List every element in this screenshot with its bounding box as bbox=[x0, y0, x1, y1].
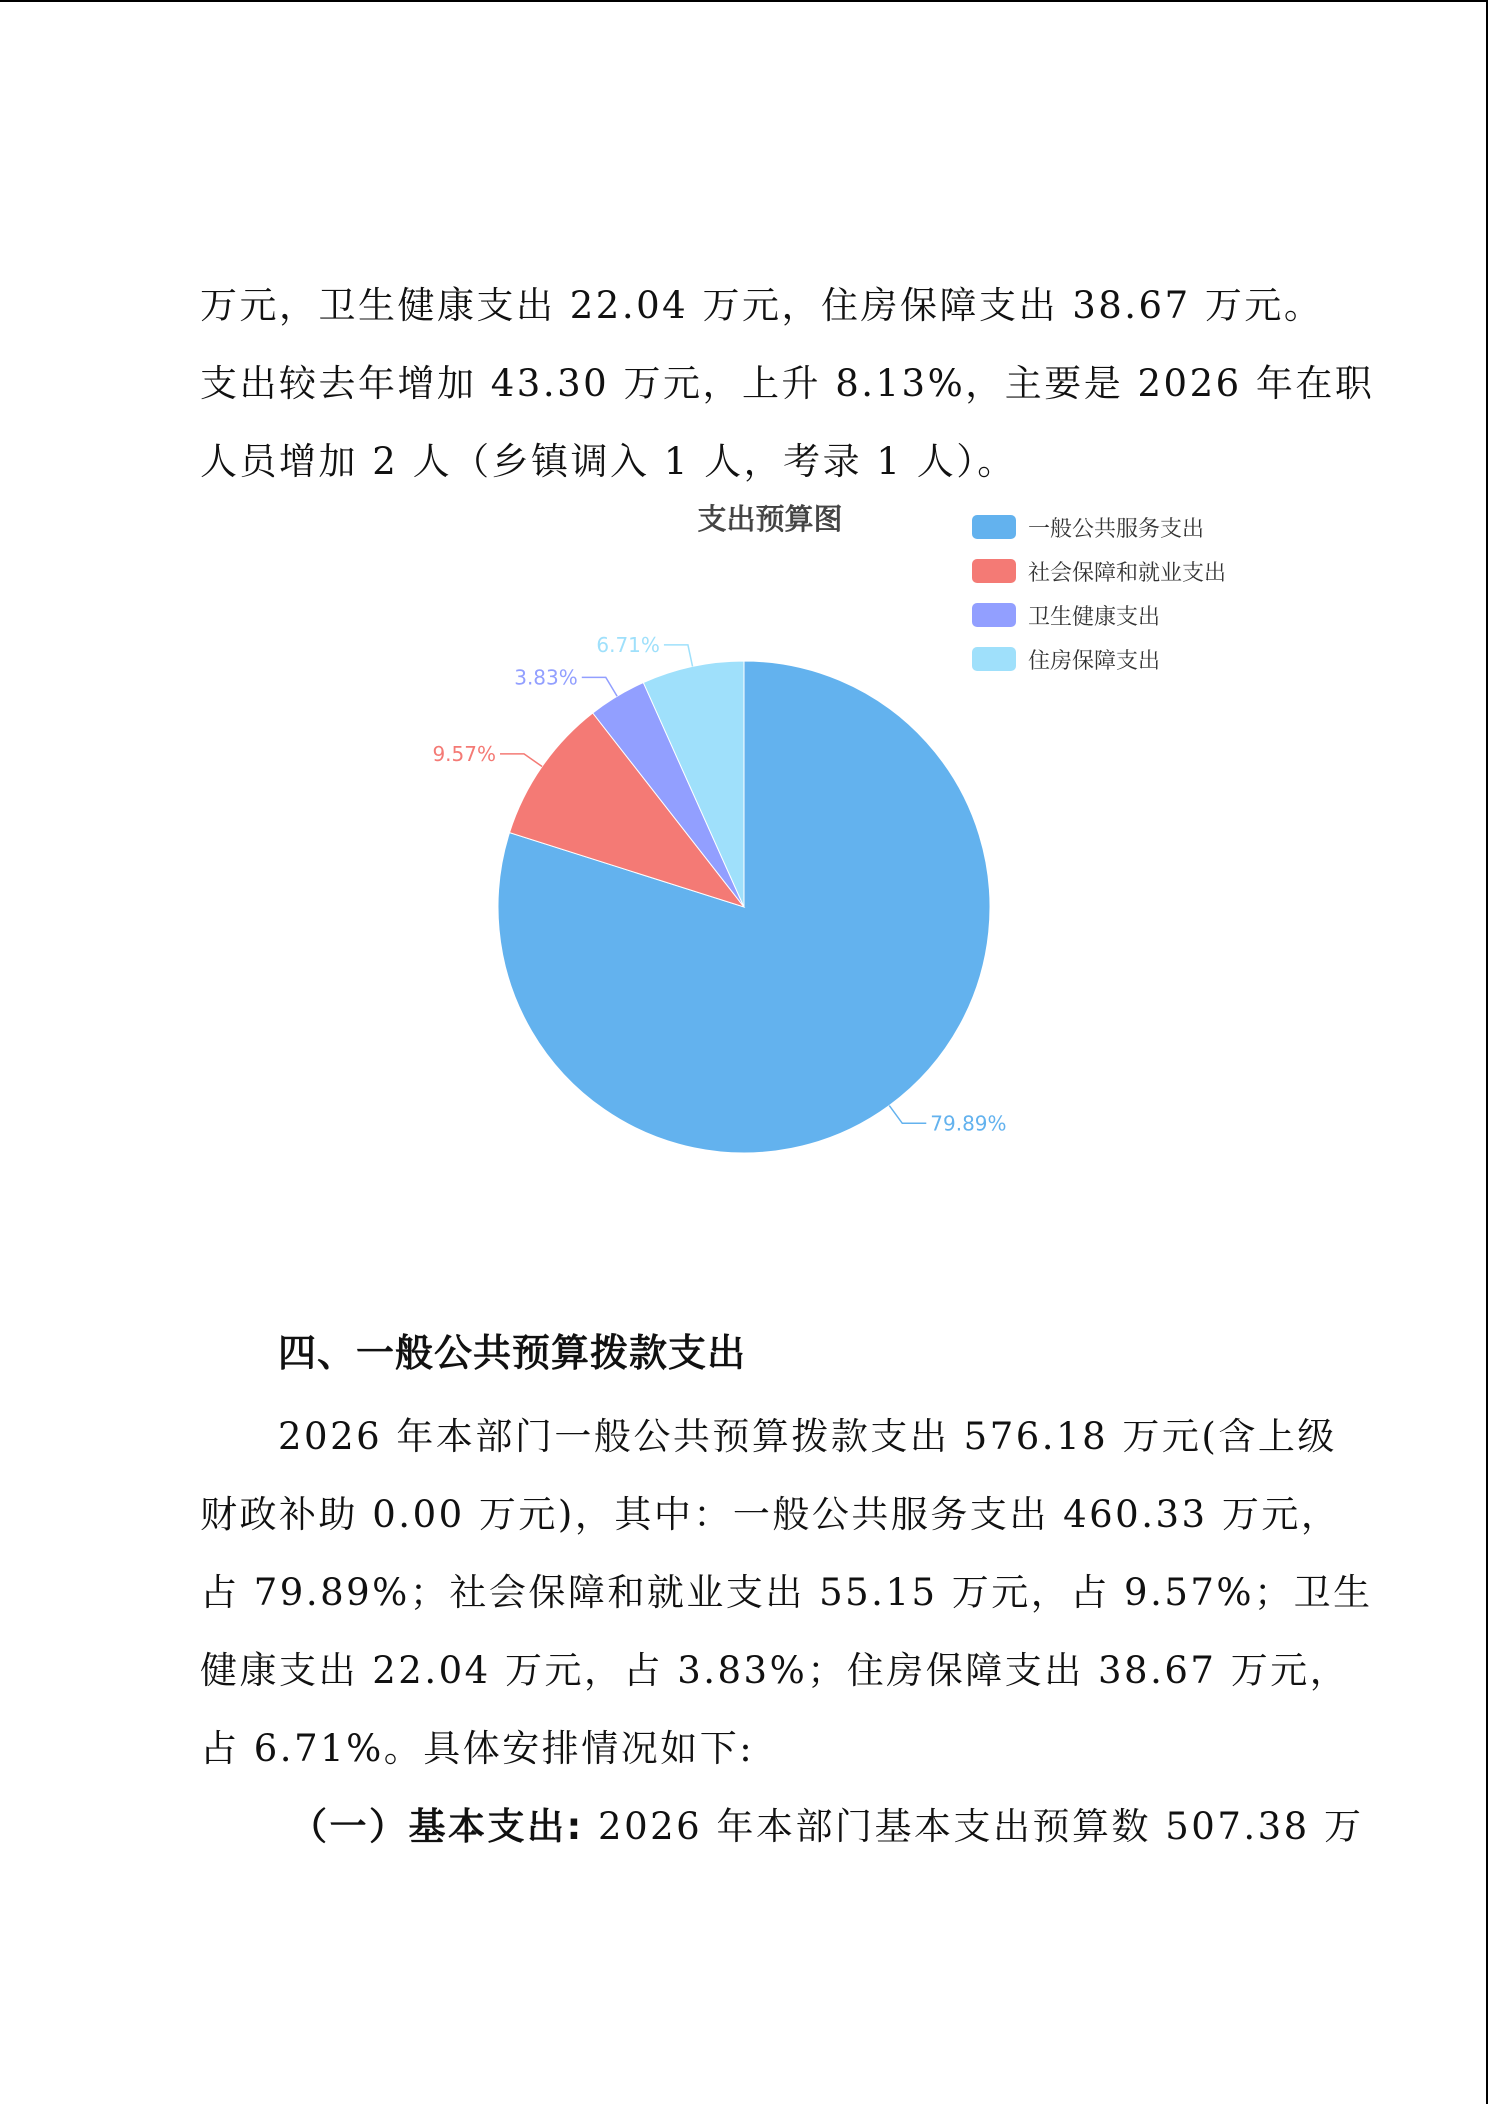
label-leader-line bbox=[500, 754, 542, 767]
slice-percent-label: 9.57% bbox=[432, 741, 497, 766]
label-leader-line bbox=[582, 677, 617, 696]
slice-percent-label: 6.71% bbox=[596, 632, 660, 657]
intro-paragraph bbox=[200, 267, 1375, 501]
text-line: 占 79.89%；社会保障和就业支出 55.15 万元，占 9.57%；卫生 bbox=[200, 1571, 1373, 1614]
text-line: 人员增加 2 人（乡镇调入 1 人，考录 1 人）。 bbox=[200, 440, 1017, 483]
chart-title: 支出预算图 bbox=[697, 502, 843, 536]
text-line: 万元，卫生健康支出 22.04 万元，住房保障支出 38.67 万元。 bbox=[200, 284, 1324, 327]
subsection-text: 2026 年本部门基本支出预算数 507.38 万 bbox=[583, 1805, 1364, 1848]
section-heading: 四、一般公共预算拨款支出 bbox=[278, 1331, 747, 1375]
slice-percent-label: 79.89% bbox=[930, 1111, 1007, 1136]
subsection-label: （一）基本支出: bbox=[290, 1805, 584, 1848]
legend-label: 卫生健康支出 bbox=[1028, 604, 1161, 630]
text-line: 财政补助 0.00 万元)，其中：一般公共服务支出 460.33 万元， bbox=[200, 1493, 1341, 1536]
label-leader-line bbox=[889, 1106, 926, 1124]
pie-svg bbox=[400, 497, 1280, 1177]
expenditure-pie-chart bbox=[400, 497, 1280, 1177]
text-line: 健康支出 22.04 万元，占 3.83%；住房保障支出 38.67 万元， bbox=[200, 1649, 1350, 1692]
text-line: 占 6.71%。具体安排情况如下: bbox=[200, 1727, 755, 1770]
legend-label: 住房保障支出 bbox=[1028, 648, 1161, 674]
label-leader-line bbox=[664, 645, 693, 667]
slice-percent-label: 3.83% bbox=[514, 665, 578, 690]
text-line: 支出较去年增加 43.30 万元，上升 8.13%，主要是 2026 年在职 bbox=[200, 362, 1375, 405]
section-paragraph bbox=[200, 1398, 1373, 1866]
text-line bbox=[200, 1788, 1364, 1866]
legend-label: 一般公共服务支出 bbox=[1028, 516, 1205, 542]
text-line: 2026 年本部门一般公共预算拨款支出 576.18 万元(含上级 bbox=[278, 1415, 1337, 1458]
legend-label: 社会保障和就业支出 bbox=[1028, 560, 1227, 586]
